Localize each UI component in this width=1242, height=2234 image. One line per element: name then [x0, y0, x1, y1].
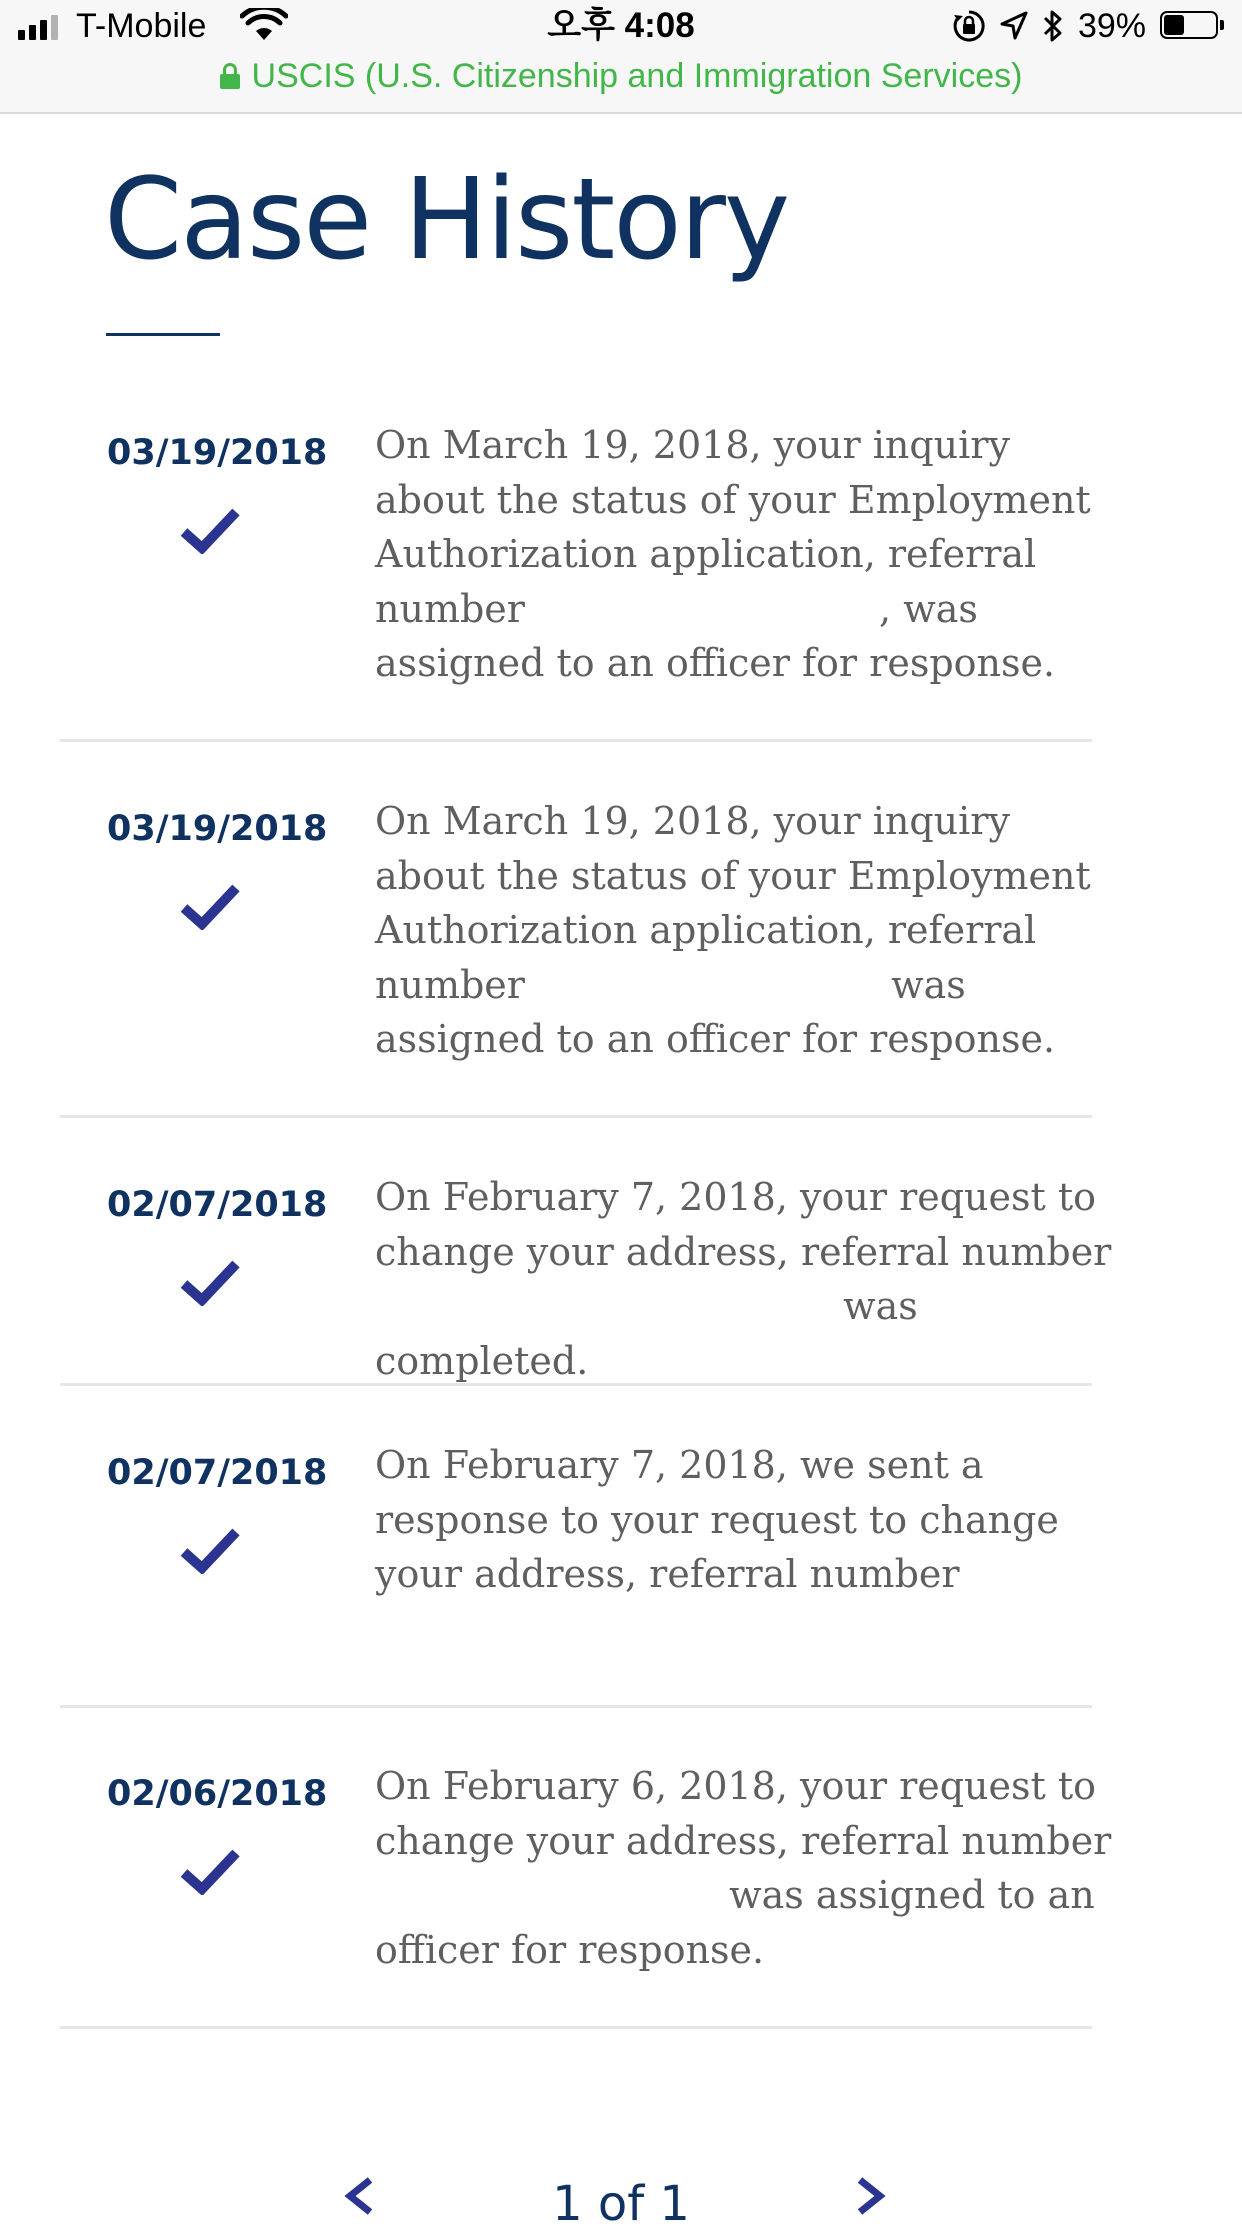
checkmark-icon: [180, 506, 240, 554]
site-name: USCIS (U.S. Citizenship and Immigration Services): [251, 56, 1023, 95]
pagination: [0, 2160, 1242, 2232]
chevron-right-icon[interactable]: [850, 2176, 890, 2216]
entry-divider: [60, 739, 1092, 742]
rotation-lock-icon: [952, 9, 986, 43]
location-arrow-icon: [1000, 11, 1028, 41]
entry-divider: [60, 1705, 1092, 1708]
entry-date: 03/19/2018: [107, 433, 328, 473]
checkmark-icon: [180, 1847, 240, 1895]
entry-description: On February 6, 2018, your request to change your address, referral number was assigned to an officer for response.: [375, 1764, 1112, 1972]
browser-top-bar: [0, 0, 1242, 114]
checkmark-icon: [180, 1258, 240, 1306]
entry-divider: [60, 2026, 1092, 2029]
entry-date: 02/07/2018: [107, 1185, 328, 1225]
entry-date: 03/19/2018: [107, 809, 328, 849]
entry-description: On March 19, 2018, your inquiry about the status of your Employment Authorization application, referral number , was assigned to an officer for response.: [375, 423, 1091, 685]
page-indicator: 1 of 1: [552, 2176, 690, 2232]
bluetooth-icon: [1042, 9, 1064, 43]
entry-description: On February 7, 2018, your request to change your address, referral number was completed.: [375, 1175, 1112, 1383]
site-identity[interactable]: [0, 54, 1242, 98]
title-underline: [106, 333, 220, 336]
entry-description: On March 19, 2018, your inquiry about the status of your Employment Authorization application, referral number was assigned to an officer for response.: [375, 799, 1091, 1061]
status-icons: [952, 6, 1226, 46]
carrier-name: T-Mobile: [76, 7, 207, 45]
entry-description: On February 7, 2018, we sent a response to your request to change your address, referral number: [375, 1443, 1059, 1596]
entry-divider: [60, 1383, 1092, 1386]
status-bar: [0, 0, 1242, 52]
lock-icon: [220, 63, 240, 89]
status-time: 오후 4:08: [547, 6, 695, 45]
battery-icon: [1160, 11, 1226, 41]
checkmark-icon: [180, 882, 240, 930]
checkmark-icon: [180, 1526, 240, 1574]
entry-date: 02/06/2018: [107, 1774, 328, 1814]
entry-date: 02/07/2018: [107, 1453, 328, 1493]
entry-divider: [60, 1115, 1092, 1118]
page-title: Case History: [104, 155, 789, 285]
battery-percent: 39%: [1077, 7, 1146, 45]
